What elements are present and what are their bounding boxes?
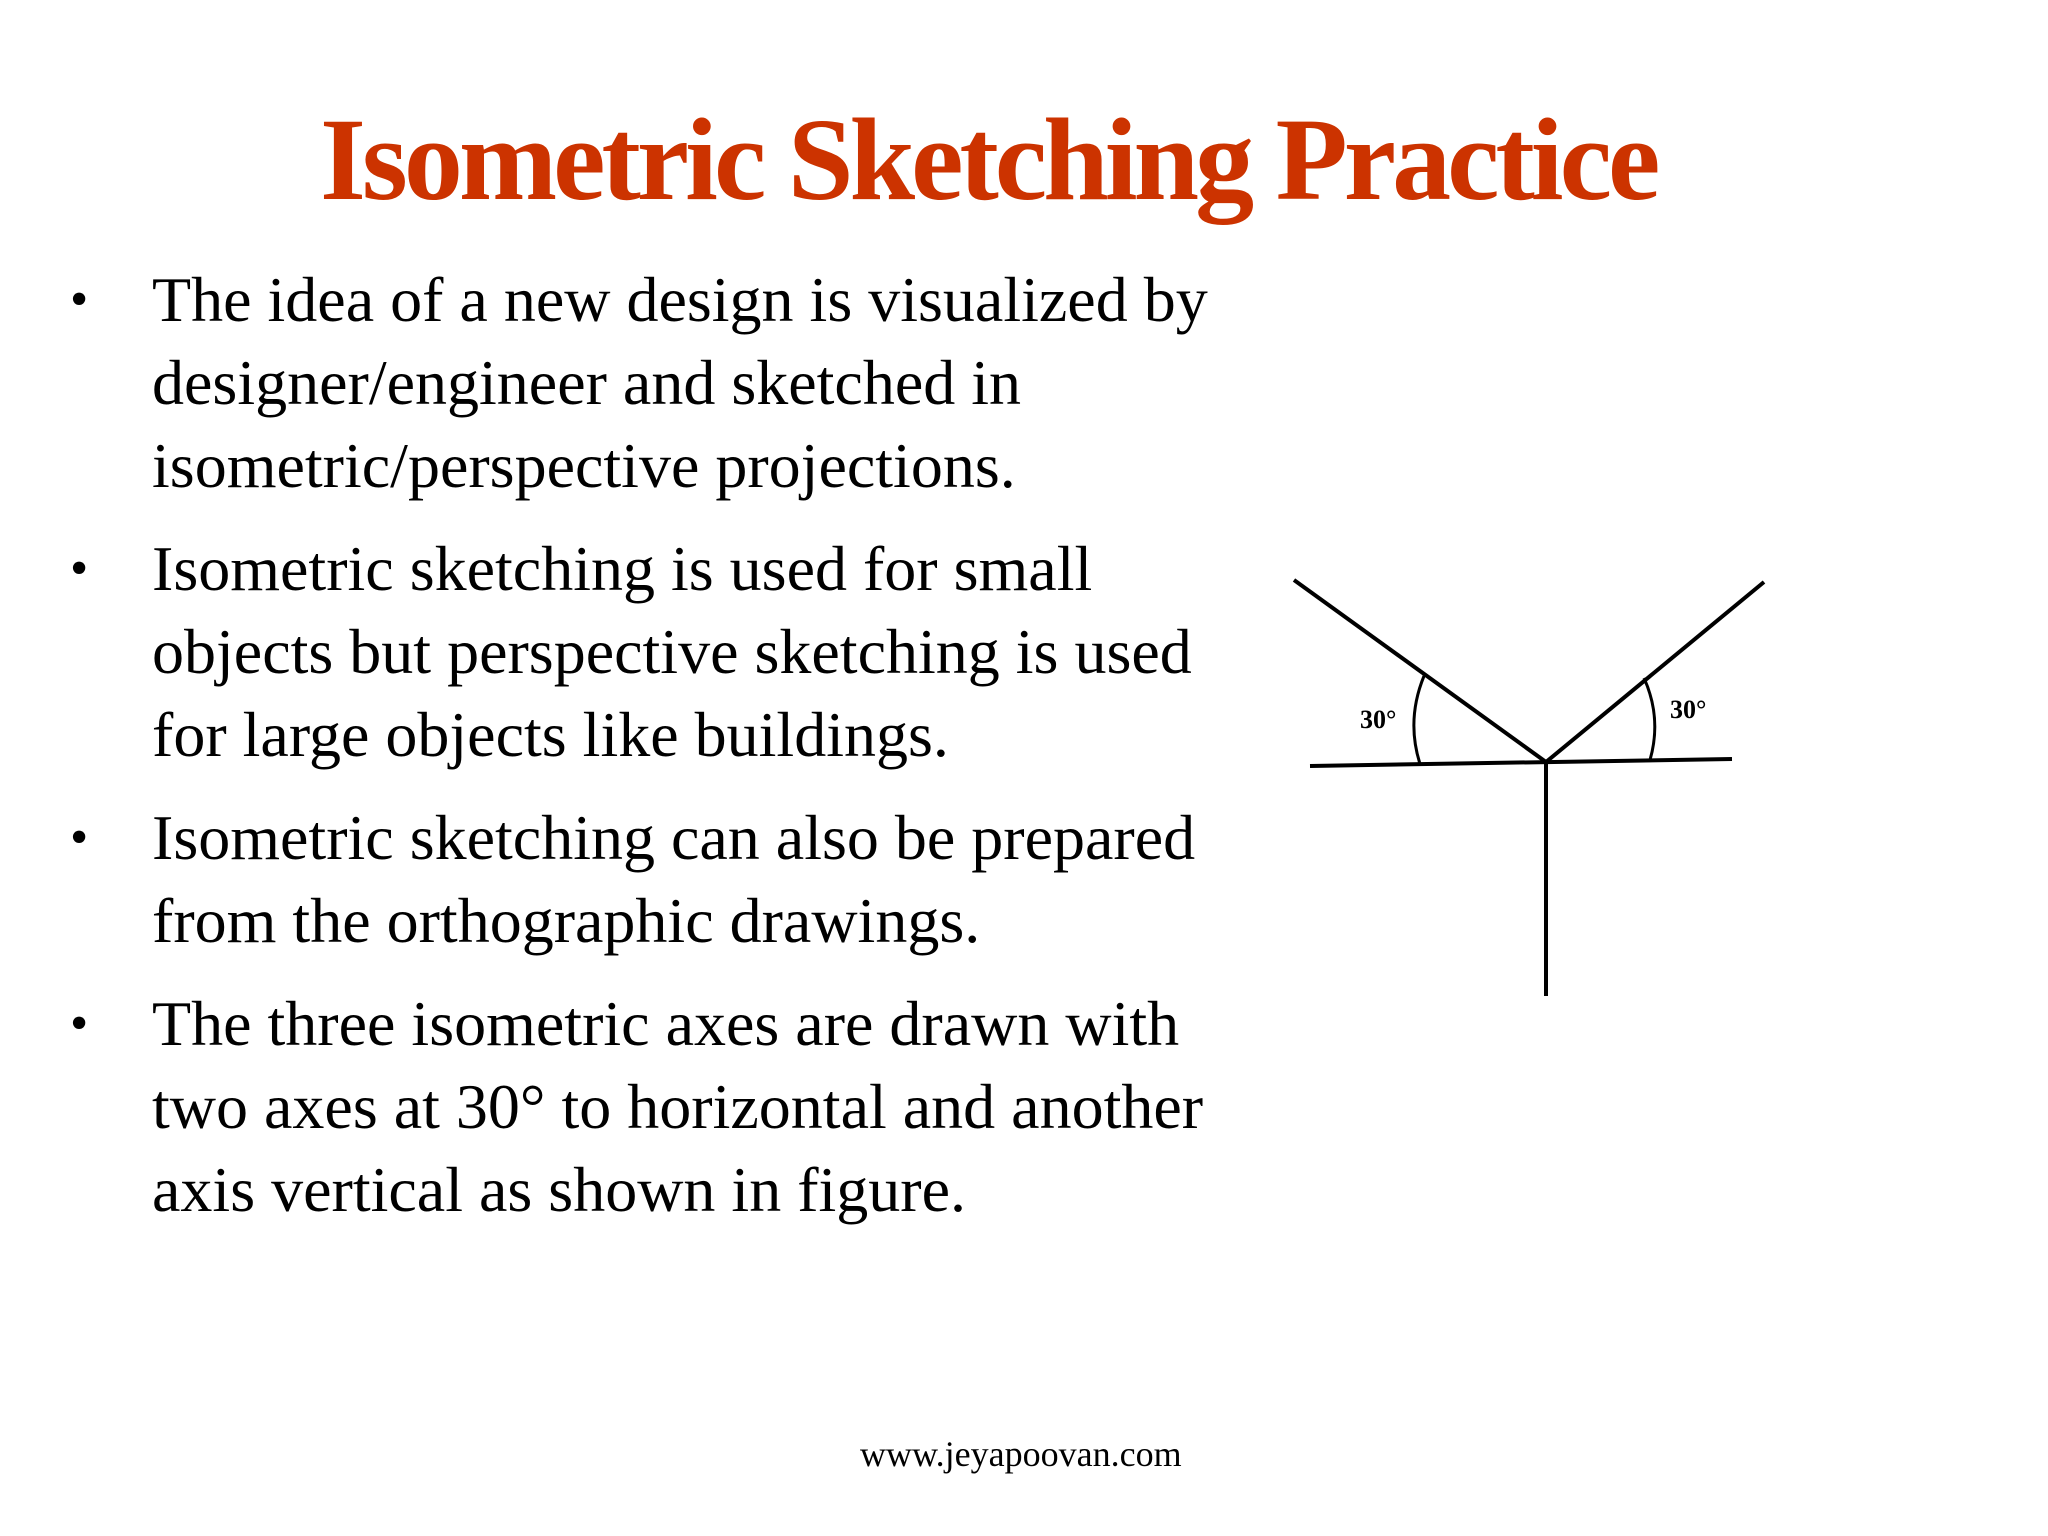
- bullet-item: [70, 258, 1230, 507]
- right-angle-label: 30°: [1670, 695, 1707, 724]
- bullet-symbol: •: [70, 995, 89, 1052]
- bullet-text: Isometric sketching is used for small objects but perspective sketching is used for large objects like buildings.: [152, 533, 1192, 770]
- bullet-text: The three isometric axes are drawn with two axes at 30° to horizontal and another axis vertical as shown in figure.: [152, 988, 1204, 1225]
- left-angle-arc: [1414, 676, 1424, 764]
- bullet-text: Isometric sketching can also be prepared from the orthographic drawings.: [152, 802, 1196, 956]
- left-angle-label: 30°: [1360, 705, 1397, 734]
- horizontal-line: [1310, 759, 1732, 766]
- bullet-symbol: •: [70, 809, 89, 866]
- bullet-item: [70, 796, 1230, 962]
- bullet-symbol: •: [70, 271, 89, 328]
- footer-url: www.jeyapoovan.com: [860, 1434, 1182, 1474]
- bullet-text: The idea of a new design is visualized by designer/engineer and sketched in isometric/perspective projections.: [152, 264, 1208, 501]
- bullet-item: [70, 982, 1230, 1231]
- bullet-symbol: •: [70, 540, 89, 597]
- slide-title: Isometric Sketching Practice: [320, 94, 1657, 225]
- left-isometric-axis: [1294, 580, 1546, 762]
- isometric-axes-figure: [1290, 560, 1790, 1010]
- bullet-item: [70, 527, 1230, 776]
- bullet-list: [70, 258, 1230, 1251]
- right-angle-arc: [1644, 678, 1655, 760]
